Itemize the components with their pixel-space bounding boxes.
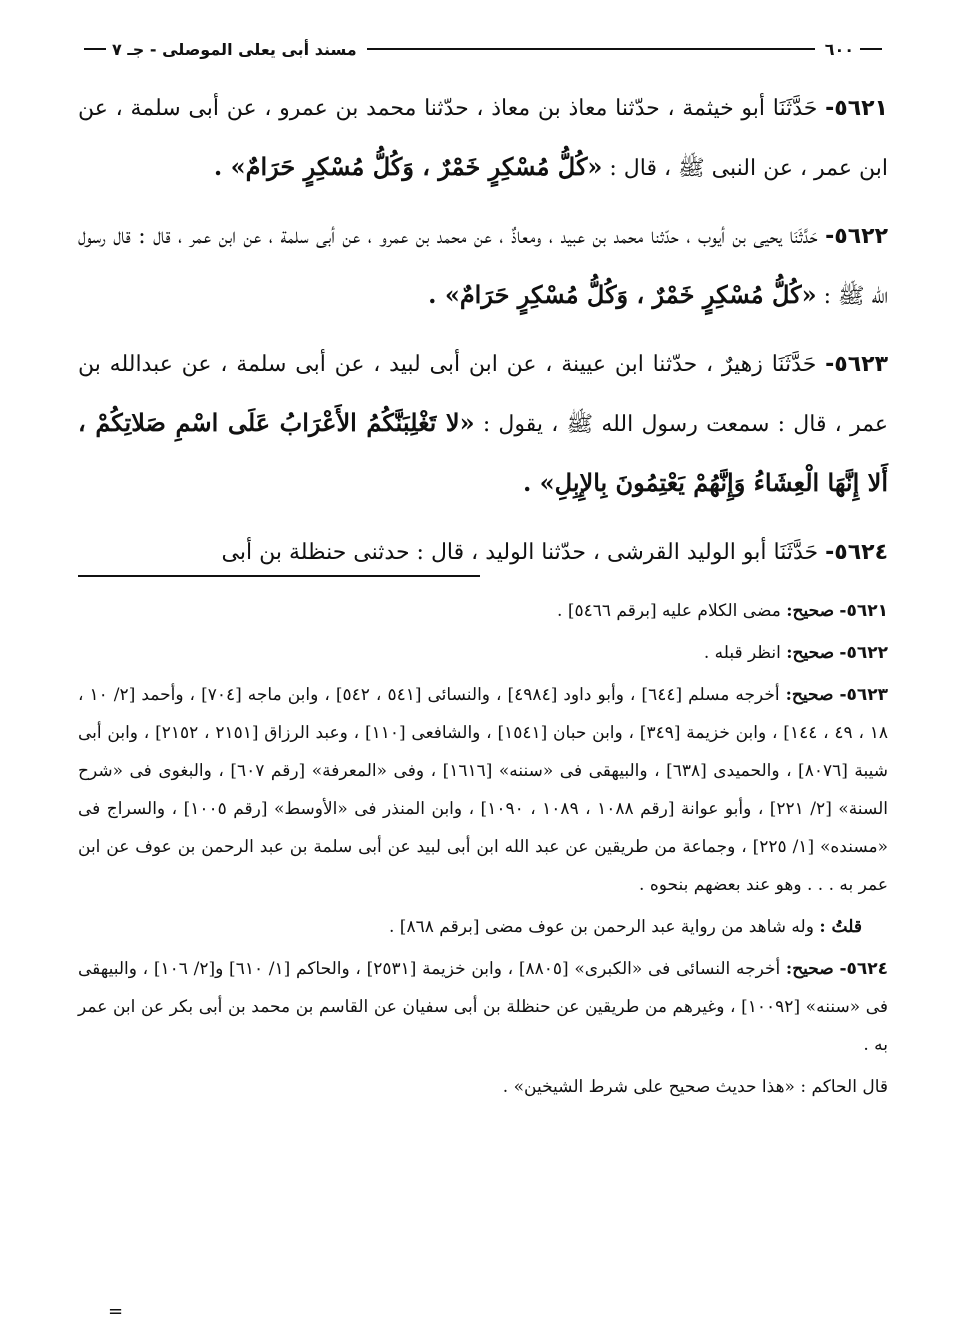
footnote-text: انظر قبله .: [703, 643, 781, 663]
hadith-text: [78, 80, 888, 592]
continuation-mark: =: [108, 1301, 124, 1322]
footnote-number: ٥٦٢٣-: [839, 685, 889, 705]
footnote-5621: [78, 592, 888, 630]
footnote-text: قال الحاكم : «هذا حديث صحيح على شرط الشيخين» .: [502, 1077, 888, 1097]
header-rule: [367, 48, 815, 50]
footnote-hakim-quote: [78, 1068, 888, 1106]
isnad: يحيى بن أيوب ، حدّثنا محمد بن عبيد ، ومعاذٌ ، عن محمد بن عمرو ، عن أبى سلمة ، عن ابن عمر ، قال : قال رسول الله ﷺ :: [78, 224, 888, 309]
haddathana: حَدَّثَنَا: [772, 96, 818, 121]
isnad: زهيرٌ ، حدّثنا ابن عيينة ، عن ابن أبى لبيد ، عن أبى سلمة ، عن عبدالله بن عمر ، قال : سمعت رسول الله ﷺ ، يقول :: [78, 352, 888, 437]
footnote-separator: [78, 575, 480, 577]
footnotes: [78, 592, 888, 1110]
haddathana: حَدَّثَنَا: [773, 540, 819, 565]
hadith-5624: [78, 524, 888, 582]
matn: «كُلُّ مُسْكِرٍ خَمْرٌ ، وَكُلُّ مُسْكِرٍ حَرَامٌ» .: [213, 152, 603, 181]
isnad: أبو الوليد القرشى ، حدّثنا الوليد ، قال : حدثنى حنظلة بن أبى: [221, 540, 767, 565]
footnote-number: ٥٦٢٤-: [839, 959, 889, 979]
hadith-number: ٥٦٢١-: [825, 96, 888, 121]
footnote-comment: [78, 908, 888, 946]
grade-label: صحيح:: [785, 959, 834, 979]
header-dash: [860, 48, 882, 50]
qultu-label: قلتُ :: [819, 917, 862, 937]
haddathana: حَدَّثَنَا: [771, 352, 817, 377]
footnote-5622: [78, 634, 888, 672]
footnote-5624: [78, 950, 888, 1064]
matn: «كُلُّ مُسْكِرٍ خَمْرٌ ، وَكُلُّ مُسْكِرٍ حَرَامٌ» .: [428, 280, 817, 309]
book-title: مسند أبى يعلى الموصلى - جـ ٧: [112, 39, 357, 59]
footnote-5623: [78, 676, 888, 904]
hadith-number: ٥٦٢٢-: [825, 224, 888, 249]
grade-label: صحيح:: [786, 601, 835, 621]
grade-label: صحيح:: [786, 643, 835, 663]
grade-label: صحيح:: [785, 685, 834, 705]
footnote-number: ٥٦٢١-: [839, 601, 888, 621]
hadith-5623: [78, 336, 888, 514]
footnote-text: أخرجه مسلم [٦٤٤] ، وأبو داود [٤٩٨٤] ، والنسائى [٥٤١ ، ٥٤٢] ، وابن ماجه [٧٠٤] ، وأحمد [٢/ ١٠ ، ١٨ ، ٤٩ ، ١٤٤] ، وابن خزيمة [٣٤٩] ، وابن حبان [١٥٤١] ، والشافعى [١١٠] ، وعبد الرزاق [٢١٥١ ، ٢١٥٢] ، وابن أبى شيبة [٨٠٧٦] ، والحميدى [٦٣٨] ، والبيهقى فى «سننه» [١٦١٦] ، وفى «المعرفة» [رقم ٦٠٧] ، والبغوى فى «شرح السنة» [٢/ ٢٢١] ، وأبو عوانة [رقم ١٠٨٨ ، ١٠٨٩ ، ١٠٩٠] ، وابن المنذر فى «الأوسط» [رقم ١٠٠٥] ، والسراج فى «مسنده» [١/ ٢٢٥] ، وجماعة من طريقين عن عبد الله ابن أبى لبيد عن أبى سلمة بن عبد الرحمن بن عوف عن ابن عمر به . . . وهو عند بعضهم بنحوه .: [78, 685, 889, 895]
header-dash-end: [84, 48, 106, 50]
book-page: [78, 22, 888, 1322]
haddathana: حَدَّثَنَا: [789, 224, 818, 249]
hadith-number: ٥٦٢٤-: [825, 540, 888, 565]
footnote-number: ٥٦٢٢-: [839, 643, 888, 663]
footnote-text: وله شاهد من رواية عبد الرحمن بن عوف مضى [برقم ٨٦٨] .: [389, 917, 814, 937]
hadith-5622: [78, 208, 888, 326]
footnote-text: أخرجه النسائى فى «الكبرى» [٨٨٠٥] ، وابن خزيمة [٢٥٣١] ، والحاكم [١/ ٦١٠] و[٢/ ١٠٦] ، والبيهقى فى «سننه» [١٠٠٩٢] ، وغيرهم من طريقين عن حنظلة بن أبى سفيان عن القاسم بن محمد بن أبى بكر عن ابن عمر به .: [78, 959, 889, 1055]
hadith-5621: [78, 80, 888, 198]
matn: «لا تَغْلِبَنَّكُمُ الأَعْرَابُ عَلَى اسْمِ صَلاتِكُمْ ، أَلا إِنَّهَا الْعِشَاءُ وَإِنَّهُمْ يَعْتِمُونَ بِالإِبِلِ» .: [78, 408, 888, 497]
isnad: أبو خيثمة ، حدّثنا معاذ بن معاذ ، حدّثنا محمد بن عمرو ، عن أبى سلمة ، عن ابن عمر ، عن النبى ﷺ ، قال :: [78, 96, 888, 181]
footnote-text: مضى الكلام عليه [برقم ٥٤٦٦] .: [557, 601, 781, 621]
hadith-number: ٥٦٢٣-: [825, 352, 888, 377]
running-header: [78, 34, 888, 64]
page-number: ٦٠٠: [824, 39, 854, 59]
